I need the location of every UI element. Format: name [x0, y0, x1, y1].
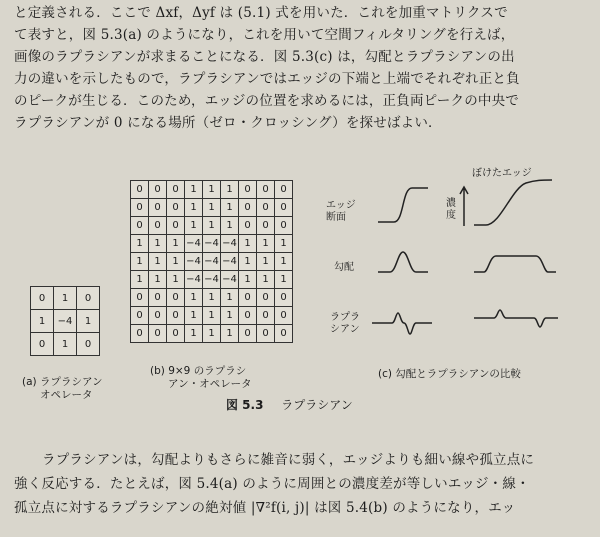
matrix-cell: 1 — [221, 289, 239, 307]
text-line: 孤立点に対するラプラシアンの絶対値 |∇²f(i, j)| は図 5.4(b) のようになり，エッ — [14, 500, 516, 516]
matrix-cell: 0 — [167, 325, 185, 343]
label-laplacian-line2: シアン — [330, 324, 360, 335]
matrix-cell: 0 — [239, 289, 257, 307]
matrix-cell: 1 — [131, 253, 149, 271]
figure-name: ラプラシアン — [281, 398, 353, 412]
matrix-cell: 1 — [221, 307, 239, 325]
matrix-cell: 0 — [149, 181, 167, 199]
matrix-cell: −4 — [54, 310, 77, 333]
caption-c: (c) 勾配とラプラシアンの比較 — [378, 368, 521, 380]
text-line: のピークが生じる．このため，エッジの位置を求めるには，正負両ピークの中央で — [14, 93, 520, 109]
figure-number: 図 5.3 — [226, 398, 264, 412]
matrix-cell: 1 — [203, 289, 221, 307]
matrix-cell: 1 — [239, 235, 257, 253]
label-density-line2: 度 — [446, 210, 456, 221]
caption-b-line1: (b) 9×9 のラプラシ — [150, 365, 247, 377]
text-line: ラプラシアンが 0 になる場所（ゼロ・クロッシング）を探せばよい． — [14, 115, 442, 131]
matrix-cell: 0 — [167, 289, 185, 307]
matrix-cell: −4 — [203, 271, 221, 289]
matrix-cell: 0 — [257, 289, 275, 307]
matrix-cell: 1 — [185, 289, 203, 307]
matrix-cell: 1 — [185, 307, 203, 325]
matrix-cell: 1 — [203, 217, 221, 235]
matrix-cell: 1 — [257, 271, 275, 289]
matrix-cell: 1 — [167, 253, 185, 271]
matrix-cell: 1 — [203, 325, 221, 343]
text-line: て表すと，図 5.3(a) のようになり，これを用いて空間フィルタリングを行えば， — [14, 27, 515, 43]
matrix-cell: 0 — [131, 181, 149, 199]
matrix-cell: 0 — [167, 199, 185, 217]
matrix-cell: 1 — [275, 235, 293, 253]
blurred-gradient-curve — [474, 256, 556, 272]
matrix-cell: 1 — [221, 217, 239, 235]
paragraph-bottom — [14, 448, 594, 520]
matrix-cell: −4 — [185, 271, 203, 289]
matrix-cell: 0 — [149, 289, 167, 307]
caption-a-line1: (a) ラプラシアン — [22, 376, 103, 388]
caption-b-line2: アン・オペレータ — [168, 378, 252, 390]
matrix-cell: −4 — [221, 235, 239, 253]
label-blurred-edge: ぼけたエッジ — [472, 168, 532, 179]
matrix-cell: 0 — [257, 325, 275, 343]
matrix-cell: 1 — [131, 235, 149, 253]
matrix-cell: 0 — [149, 325, 167, 343]
caption-a-line2: オペレータ — [40, 389, 93, 401]
matrix-cell: 1 — [167, 271, 185, 289]
matrix-cell: 1 — [185, 217, 203, 235]
matrix-cell: 0 — [149, 217, 167, 235]
text-line: 強く反応する．たとえば，図 5.4(a) のように周囲との濃度差が等しいエッジ・線・ — [14, 476, 530, 492]
matrix-cell: 1 — [149, 235, 167, 253]
matrix-cell: 1 — [149, 253, 167, 271]
matrix-cell: −4 — [221, 253, 239, 271]
blurred-laplacian-curve — [474, 310, 558, 327]
matrix-cell: 0 — [239, 199, 257, 217]
matrix-cell: −4 — [185, 253, 203, 271]
matrix-cell: 1 — [221, 325, 239, 343]
label-laplacian-line1: ラプラ — [330, 312, 360, 323]
edge-profile-curve — [378, 188, 428, 222]
matrix-cell: 0 — [275, 307, 293, 325]
laplacian-curve — [372, 313, 432, 334]
matrix-cell: 1 — [221, 199, 239, 217]
matrix-cell: 1 — [203, 199, 221, 217]
label-edge-profile-line2: 断面 — [326, 212, 346, 223]
matrix-cell: 0 — [131, 199, 149, 217]
density-arrow-icon — [460, 187, 468, 226]
matrix-cell: 1 — [54, 333, 77, 356]
matrix-cell: 0 — [131, 307, 149, 325]
matrix-cell: 1 — [275, 271, 293, 289]
matrix-cell: 1 — [185, 325, 203, 343]
matrix-cell: 0 — [239, 325, 257, 343]
matrix-cell: 1 — [131, 271, 149, 289]
matrix-cell: 0 — [275, 289, 293, 307]
matrix-cell: 0 — [167, 307, 185, 325]
matrix-cell: 1 — [257, 253, 275, 271]
matrix-cell: 0 — [77, 287, 100, 310]
matrix-cell: 0 — [257, 307, 275, 325]
matrix-cell: 1 — [239, 271, 257, 289]
matrix-cell: 0 — [275, 199, 293, 217]
matrix-cell: 1 — [221, 181, 239, 199]
matrix-cell: 0 — [275, 217, 293, 235]
matrix-cell: 0 — [275, 181, 293, 199]
matrix-cell: 1 — [257, 235, 275, 253]
matrix-cell: 1 — [54, 287, 77, 310]
matrix-cell: 0 — [149, 307, 167, 325]
matrix-cell: 0 — [257, 199, 275, 217]
matrix-cell: 0 — [167, 217, 185, 235]
matrix-cell: 0 — [131, 325, 149, 343]
matrix-cell: 1 — [77, 310, 100, 333]
label-edge-profile-line1: エッジ — [326, 200, 356, 211]
matrix-cell: −4 — [221, 271, 239, 289]
matrix-cell: 0 — [149, 199, 167, 217]
matrix-cell: 1 — [149, 271, 167, 289]
matrix-cell: 0 — [131, 289, 149, 307]
blurred-edge-curve — [474, 180, 552, 225]
text-line: 画像のラプラシアンが求まることになる．図 5.3(c) は，勾配とラプラシアンの出 — [14, 49, 515, 65]
matrix-cell: 1 — [239, 253, 257, 271]
text-line: 力の違いを示したもので，ラプラシアンではエッジの下端と上端でそれぞれ正と負 — [14, 71, 520, 87]
matrix-cell: 1 — [203, 307, 221, 325]
matrix-cell: 1 — [167, 235, 185, 253]
matrix-cell: 0 — [31, 333, 54, 356]
matrix-cell: 0 — [239, 307, 257, 325]
label-density-line1: 濃 — [446, 198, 456, 209]
matrix-cell: 0 — [239, 217, 257, 235]
matrix-cell: −4 — [203, 253, 221, 271]
matrix-cell: 1 — [203, 181, 221, 199]
matrix-cell: −4 — [203, 235, 221, 253]
matrix-cell: 0 — [275, 325, 293, 343]
matrix-cell: 1 — [185, 181, 203, 199]
matrix-cell: 0 — [131, 217, 149, 235]
text-line: と定義される．ここで Δxf，Δyf は (5.1) 式を用いた．これを加重マトリクスで — [14, 5, 508, 21]
label-gradient: 勾配 — [334, 262, 354, 273]
matrix-cell: 1 — [185, 199, 203, 217]
matrix-cell: 1 — [275, 253, 293, 271]
matrix-cell: 1 — [31, 310, 54, 333]
gradient-curve — [378, 252, 428, 272]
matrix-cell: 0 — [77, 333, 100, 356]
matrix-cell: −4 — [185, 235, 203, 253]
matrix-cell: 0 — [167, 181, 185, 199]
text-line: ラプラシアンは，勾配よりもさらに雑音に弱く，エッジよりも細い線や孤立点に — [42, 452, 535, 468]
matrix-cell: 0 — [239, 181, 257, 199]
matrix-cell: 0 — [31, 287, 54, 310]
matrix-cell: 0 — [257, 217, 275, 235]
matrix-cell: 0 — [257, 181, 275, 199]
